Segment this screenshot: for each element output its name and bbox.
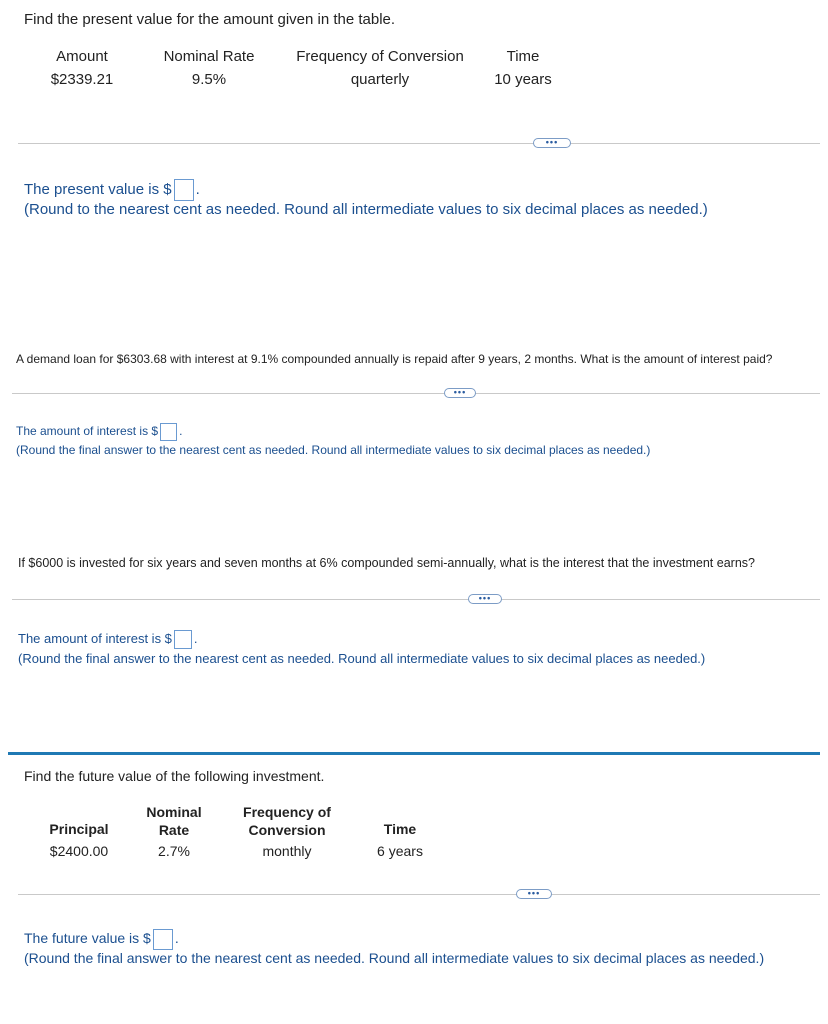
q4-instructions: (Round the final answer to the nearest cent as needed. Round all intermediate values to six decimal places as needed.) [24,950,765,966]
q2-answer-line [16,423,182,441]
q4-answer-input[interactable] [153,929,173,950]
q4-more-button[interactable]: ••• [516,889,552,899]
q4-answer-prefix: The future value is $ [24,930,151,947]
q3-answer-input[interactable] [174,630,192,649]
q1-header-amount: Amount [56,48,108,65]
q4-header-rate [135,803,213,839]
q4-header-frequency-line1: Frequency of [243,804,331,820]
q2-answer-input[interactable] [160,423,177,441]
q1-answer-input[interactable] [174,179,194,201]
q1-header-rate: Nominal Rate [163,48,255,65]
q2-divider [12,393,820,394]
q4-top-rule [8,752,820,755]
q4-value-time: 6 years [377,843,423,859]
q1-value-amount: $2339.21 [50,71,114,88]
q2-prompt: A demand loan for $6303.68 with interest at 9.1% compounded annually is repaid after 9 years, 2 months. What is the amount of interest paid? [16,352,773,366]
q4-divider [18,894,820,895]
q2-more-button[interactable]: ••• [444,388,476,398]
q4-value-principal: $2400.00 [49,843,109,859]
q4-header-rate-line2: Rate [158,822,190,838]
q2-instructions: (Round the final answer to the nearest cent as needed. Round all intermediate values to six decimal places as needed.) [16,443,651,457]
q4-answer-line [24,929,179,950]
q1-value-time: 10 years [494,71,552,88]
q1-answer-prefix: The present value is $ [24,180,172,198]
q4-value-rate: 2.7% [158,843,190,859]
q3-more-button[interactable]: ••• [468,594,502,604]
q4-header-rate-line1: Nominal [146,804,202,820]
q2-answer-suffix: . [179,424,183,439]
q3-answer-line [18,630,198,649]
q1-divider [18,143,820,144]
q3-divider [12,599,820,600]
q4-header-principal: Principal [49,821,109,837]
q4-prompt: Find the future value of the following investment. [24,768,325,784]
q1-value-frequency: quarterly [350,71,410,88]
q1-more-button[interactable]: ••• [533,138,571,148]
q3-prompt: If $6000 is invested for six years and seven months at 6% compounded semi-annually, what is the interest that the investment earns? [18,556,755,570]
q1-header-frequency: Frequency of Conversion [296,48,464,65]
q3-answer-suffix: . [193,630,198,646]
q1-instructions: (Round to the nearest cent as needed. Round all intermediate values to six decimal places as needed.) [24,201,708,218]
q4-header-time: Time [383,821,417,837]
q1-prompt: Find the present value for the amount given in the table. [24,11,396,28]
q1-answer-suffix: . [195,180,200,198]
q4-value-frequency: monthly [262,843,312,859]
q4-answer-suffix: . [174,930,179,947]
q3-answer-prefix: The amount of interest is $ [18,630,172,646]
q4-header-frequency [228,803,346,839]
q1-value-rate: 9.5% [191,71,227,88]
q2-answer-prefix: The amount of interest is $ [16,424,159,439]
q4-header-frequency-line2: Conversion [248,822,326,838]
q1-header-time: Time [506,48,540,65]
q1-answer-line [24,179,200,201]
q3-instructions: (Round the final answer to the nearest cent as needed. Round all intermediate values to six decimal places as needed.) [18,651,706,666]
